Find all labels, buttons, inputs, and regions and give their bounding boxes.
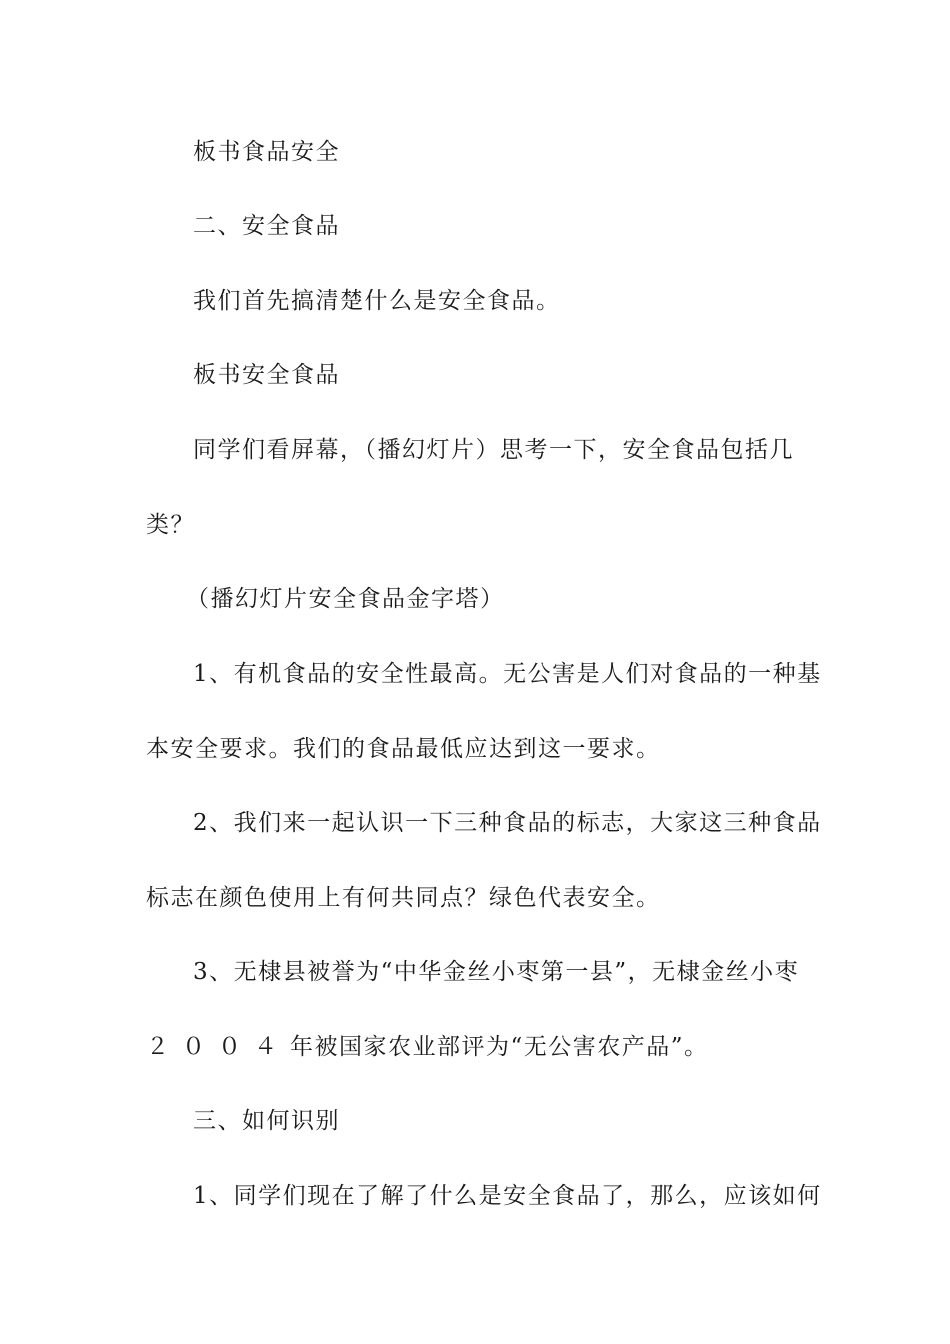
heading-board-food-safety: 板书食品安全 [193, 139, 340, 165]
paragraph-item1-line1: 1、有机食品的安全性最高。无公害是人们对食品的一种基 [193, 661, 822, 687]
paragraph-item2-line1: 2、我们来一起认识一下三种食品的标志，大家这三种食品 [193, 810, 822, 836]
paragraph-what-is-safe-food: 我们首先搞清楚什么是安全食品。 [193, 288, 561, 314]
paragraph-item1-line2: 本安全要求。我们的食品最低应达到这一要求。 [146, 736, 661, 762]
section-heading-safe-food: 二、安全食品 [193, 213, 340, 239]
paragraph-screen-question-line1: 同学们看屏幕，（播幻灯片）思考一下，安全食品包括几 [193, 437, 794, 463]
award-text: 年被国家农业部评为“无公害农产品”。 [290, 1034, 709, 1060]
paragraph-pyramid-slide: （播幻灯片安全食品金字塔） [186, 586, 505, 612]
year-text: ２００４ [146, 1034, 290, 1060]
paragraph-item3-line1: 3、无棣县被誉为“中华金丝小枣第一县”，无棣金丝小枣 [193, 959, 800, 985]
paragraph-item3-line2 [146, 1032, 709, 1062]
paragraph-screen-question-line2: 类？ [146, 512, 195, 538]
section-heading-how-to-identify: 三、如何识别 [193, 1108, 340, 1134]
heading-board-safe-food: 板书安全食品 [193, 362, 340, 388]
paragraph-item2-line2: 标志在颜色使用上有何共同点？绿色代表安全。 [146, 885, 661, 911]
paragraph-identify-line1: 1、同学们现在了解了什么是安全食品了，那么，应该如何 [193, 1183, 822, 1209]
